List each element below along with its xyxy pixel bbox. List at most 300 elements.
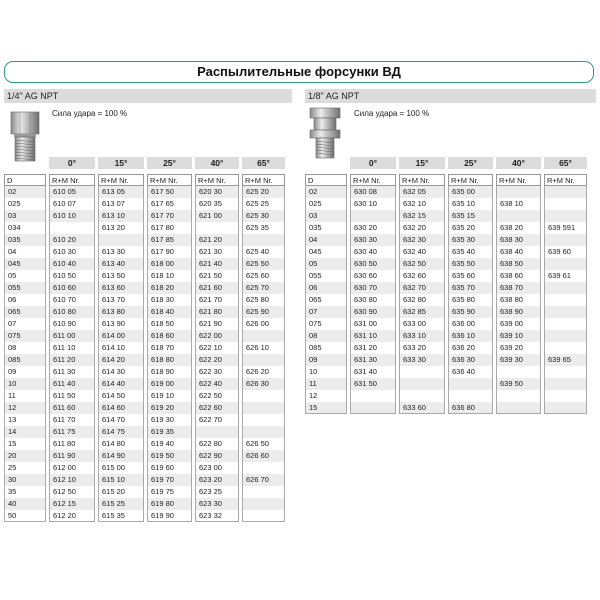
size-cell: 055: [305, 270, 347, 282]
part-number-cell: [195, 222, 239, 234]
part-number-cell: 635 00: [448, 186, 493, 198]
size-cell: 13: [4, 414, 46, 426]
part-number-cell: 610 40: [49, 258, 95, 270]
part-number-cell: 615 10: [98, 474, 144, 486]
part-number-cell: [544, 294, 587, 306]
part-number-cell: 626 30: [242, 378, 285, 390]
part-number-cell: 626 50: [242, 438, 285, 450]
part-number-cell: 631 50: [350, 378, 396, 390]
part-number-cell: [242, 330, 285, 342]
part-number-cell: 631 00: [350, 318, 396, 330]
part-number-cell: 613 07: [98, 198, 144, 210]
angle-column: [147, 157, 192, 522]
part-number-cell: [195, 426, 239, 438]
part-number-cell: 626 00: [242, 318, 285, 330]
size-cell: 055: [4, 282, 46, 294]
angle-column: [448, 157, 493, 414]
part-number-cell: 621 80: [195, 306, 239, 318]
part-number-cell: 611 80: [49, 438, 95, 450]
part-number-cell: 632 80: [399, 294, 445, 306]
part-number-cell: 618 90: [147, 366, 192, 378]
part-number-cell: 633 10: [399, 330, 445, 342]
part-number-cell: 625 80: [242, 294, 285, 306]
part-number-cell: 619 30: [147, 414, 192, 426]
part-number-cell: 613 20: [98, 222, 144, 234]
part-number-cell: 633 30: [399, 354, 445, 366]
size-cell: 05: [305, 258, 347, 270]
part-number-cell: 612 00: [49, 462, 95, 474]
part-number-cell: 626 10: [242, 342, 285, 354]
part-number-cell: 618 30: [147, 294, 192, 306]
angle-header: 15°: [98, 157, 144, 169]
part-number-cell: 630 60: [350, 270, 396, 282]
part-number-label: R+M Nr.: [242, 174, 285, 186]
part-number-cell: 611 10: [49, 342, 95, 354]
part-number-cell: 612 10: [49, 474, 95, 486]
part-number-cell: [49, 222, 95, 234]
part-number-cell: 615 25: [98, 498, 144, 510]
part-number-cell: 614 70: [98, 414, 144, 426]
size-cell: 035: [305, 222, 347, 234]
part-number-cell: 630 40: [350, 246, 396, 258]
part-number-label: R+M Nr.: [195, 174, 239, 186]
size-cell: 03: [305, 210, 347, 222]
part-number-cell: 630 20: [350, 222, 396, 234]
part-number-cell: 619 90: [147, 510, 192, 522]
part-number-cell: 618 80: [147, 354, 192, 366]
size-cell: 15: [4, 438, 46, 450]
part-number-cell: 638 20: [496, 222, 541, 234]
part-number-cell: 632 40: [399, 246, 445, 258]
part-number-cell: 635 20: [448, 222, 493, 234]
size-cell: 15: [305, 402, 347, 414]
part-number-cell: 632 85: [399, 306, 445, 318]
part-number-cell: 636 80: [448, 402, 493, 414]
part-number-cell: 614 75: [98, 426, 144, 438]
angle-header: 15°: [399, 157, 445, 169]
section-header-eighth-inch: 1/8" AG NPT: [305, 89, 596, 103]
part-number-cell: 636 30: [448, 354, 493, 366]
part-number-cell: 623 30: [195, 498, 239, 510]
angle-header: 25°: [147, 157, 192, 169]
part-number-cell: 621 50: [195, 270, 239, 282]
part-number-cell: 621 20: [195, 234, 239, 246]
part-number-cell: 613 80: [98, 306, 144, 318]
part-number-cell: 611 20: [49, 354, 95, 366]
size-cell: 10: [305, 366, 347, 378]
part-number-cell: 610 50: [49, 270, 95, 282]
part-number-cell: [242, 354, 285, 366]
part-number-cell: 625 30: [242, 210, 285, 222]
size-cell: 07: [4, 318, 46, 330]
part-number-cell: 630 90: [350, 306, 396, 318]
size-cell: 35: [4, 486, 46, 498]
size-cell: 06: [305, 282, 347, 294]
part-number-cell: 619 80: [147, 498, 192, 510]
part-number-cell: 636 10: [448, 330, 493, 342]
part-number-cell: 623 32: [195, 510, 239, 522]
page-title: Распылительные форсунки ВД: [4, 61, 594, 83]
part-number-cell: 619 75: [147, 486, 192, 498]
part-number-cell: 638 80: [496, 294, 541, 306]
part-number-cell: 633 20: [399, 342, 445, 354]
part-number-cell: 617 90: [147, 246, 192, 258]
angle-column: [544, 157, 587, 414]
part-number-cell: 636 20: [448, 342, 493, 354]
part-number-cell: 621 00: [195, 210, 239, 222]
part-number-cell: 625 35: [242, 222, 285, 234]
part-number-cell: 617 50: [147, 186, 192, 198]
part-number-cell: 631 30: [350, 354, 396, 366]
part-number-cell: 615 35: [98, 510, 144, 522]
part-number-cell: [242, 486, 285, 498]
angle-header: 40°: [195, 157, 239, 169]
angle-header: 65°: [544, 157, 587, 169]
part-number-cell: 610 90: [49, 318, 95, 330]
size-cell: 02: [4, 186, 46, 198]
part-number-cell: [350, 210, 396, 222]
part-number-cell: 631 20: [350, 342, 396, 354]
part-number-cell: 613 30: [98, 246, 144, 258]
part-number-cell: 630 10: [350, 198, 396, 210]
part-number-cell: 613 40: [98, 258, 144, 270]
part-number-cell: 639 591: [544, 222, 587, 234]
part-number-cell: 638 10: [496, 198, 541, 210]
size-cell: 11: [305, 378, 347, 390]
part-number-cell: [544, 378, 587, 390]
part-number-cell: 635 50: [448, 258, 493, 270]
part-number-cell: 623 20: [195, 474, 239, 486]
size-cell: 12: [4, 402, 46, 414]
part-number-cell: 630 50: [350, 258, 396, 270]
size-cell: 14: [4, 426, 46, 438]
part-number-cell: 621 60: [195, 282, 239, 294]
part-number-cell: 619 50: [147, 450, 192, 462]
size-cell: 07: [305, 306, 347, 318]
part-number-cell: [242, 510, 285, 522]
part-number-cell: 625 25: [242, 198, 285, 210]
part-number-cell: 639 00: [496, 318, 541, 330]
part-number-cell: 632 50: [399, 258, 445, 270]
part-number-cell: [242, 390, 285, 402]
part-number-label: R+M Nr.: [350, 174, 396, 186]
part-number-cell: 621 70: [195, 294, 239, 306]
part-number-cell: [544, 330, 587, 342]
part-number-cell: 614 40: [98, 378, 144, 390]
part-number-cell: 613 50: [98, 270, 144, 282]
part-number-cell: 612 15: [49, 498, 95, 510]
part-number-cell: [544, 390, 587, 402]
size-column: [4, 157, 46, 522]
size-column: [305, 157, 347, 414]
part-number-cell: 626 20: [242, 366, 285, 378]
angle-header: 65°: [242, 157, 285, 169]
part-number-cell: 635 70: [448, 282, 493, 294]
part-number-cell: 618 00: [147, 258, 192, 270]
part-number-cell: [544, 210, 587, 222]
part-number-cell: 613 10: [98, 210, 144, 222]
diameter-label: D: [305, 174, 347, 186]
part-number-cell: 620 35: [195, 198, 239, 210]
part-number-cell: 631 40: [350, 366, 396, 378]
part-number-cell: 611 75: [49, 426, 95, 438]
part-number-cell: 632 30: [399, 234, 445, 246]
part-number-cell: 619 40: [147, 438, 192, 450]
angle-column: [399, 157, 445, 414]
part-number-label: R+M Nr.: [448, 174, 493, 186]
size-cell: 035: [4, 234, 46, 246]
part-number-cell: 635 15: [448, 210, 493, 222]
part-number-cell: 614 90: [98, 450, 144, 462]
part-number-cell: 633 00: [399, 318, 445, 330]
part-number-cell: [544, 198, 587, 210]
diameter-label: D: [4, 174, 46, 186]
part-number-cell: 611 50: [49, 390, 95, 402]
part-number-cell: 632 70: [399, 282, 445, 294]
part-number-cell: 617 85: [147, 234, 192, 246]
part-number-cell: [496, 390, 541, 402]
part-number-label: R+M Nr.: [147, 174, 192, 186]
part-number-cell: 638 90: [496, 306, 541, 318]
angle-column: [496, 157, 541, 414]
part-number-cell: 618 60: [147, 330, 192, 342]
part-number-cell: 625 60: [242, 270, 285, 282]
size-cell: 025: [305, 198, 347, 210]
part-number-cell: [242, 234, 285, 246]
part-number-cell: 630 80: [350, 294, 396, 306]
angle-header: 25°: [448, 157, 493, 169]
part-number-cell: 622 40: [195, 378, 239, 390]
part-number-cell: 617 80: [147, 222, 192, 234]
part-number-cell: 625 50: [242, 258, 285, 270]
impact-force-label-right: Сила удара = 100 %: [354, 109, 430, 118]
part-number-cell: [496, 210, 541, 222]
part-number-cell: [544, 342, 587, 354]
part-number-cell: 639 60: [544, 246, 587, 258]
part-number-cell: 622 50: [195, 390, 239, 402]
part-number-cell: 614 00: [98, 330, 144, 342]
part-number-cell: 611 00: [49, 330, 95, 342]
angle-header: 40°: [496, 157, 541, 169]
size-cell: 20: [4, 450, 46, 462]
part-number-cell: 635 40: [448, 246, 493, 258]
part-number-cell: 611 70: [49, 414, 95, 426]
part-number-cell: 610 30: [49, 246, 95, 258]
size-cell: 30: [4, 474, 46, 486]
part-number-cell: [350, 402, 396, 414]
part-number-cell: 625 70: [242, 282, 285, 294]
part-number-cell: 638 30: [496, 234, 541, 246]
part-number-cell: 621 90: [195, 318, 239, 330]
part-number-cell: 623 25: [195, 486, 239, 498]
part-number-cell: [242, 414, 285, 426]
part-number-cell: [544, 366, 587, 378]
part-number-cell: 639 10: [496, 330, 541, 342]
part-number-cell: 638 60: [496, 270, 541, 282]
part-number-cell: 630 70: [350, 282, 396, 294]
size-cell: 045: [4, 258, 46, 270]
part-number-cell: 632 05: [399, 186, 445, 198]
part-number-cell: 639 20: [496, 342, 541, 354]
impact-force-label-left: Сила удара = 100 %: [52, 109, 128, 118]
part-number-cell: 621 30: [195, 246, 239, 258]
part-number-cell: 611 60: [49, 402, 95, 414]
part-number-cell: [544, 318, 587, 330]
part-number-label: R+M Nr.: [496, 174, 541, 186]
part-number-cell: 614 30: [98, 366, 144, 378]
part-number-cell: 636 00: [448, 318, 493, 330]
part-number-cell: 613 90: [98, 318, 144, 330]
part-number-cell: [544, 402, 587, 414]
part-number-cell: 615 00: [98, 462, 144, 474]
part-number-cell: [544, 282, 587, 294]
size-cell: 04: [4, 246, 46, 258]
part-number-cell: 618 50: [147, 318, 192, 330]
part-number-cell: [399, 390, 445, 402]
part-number-cell: 617 65: [147, 198, 192, 210]
size-cell: 11: [4, 390, 46, 402]
angle-header: 0°: [350, 157, 396, 169]
part-number-cell: 635 90: [448, 306, 493, 318]
size-cell: 09: [305, 354, 347, 366]
part-number-cell: 639 61: [544, 270, 587, 282]
size-cell: 06: [4, 294, 46, 306]
part-number-cell: 622 10: [195, 342, 239, 354]
part-number-cell: 633 60: [399, 402, 445, 414]
part-number-cell: [544, 234, 587, 246]
part-number-cell: 632 10: [399, 198, 445, 210]
part-number-cell: 625 20: [242, 186, 285, 198]
part-number-cell: 617 70: [147, 210, 192, 222]
part-number-cell: 620 30: [195, 186, 239, 198]
part-number-cell: 619 00: [147, 378, 192, 390]
size-cell: 50: [4, 510, 46, 522]
size-cell: 045: [305, 246, 347, 258]
part-number-cell: 618 20: [147, 282, 192, 294]
angle-column: [195, 157, 239, 522]
size-cell: 25: [4, 462, 46, 474]
part-number-cell: 623 00: [195, 462, 239, 474]
part-number-cell: [544, 186, 587, 198]
part-number-cell: [98, 234, 144, 246]
size-cell: 085: [305, 342, 347, 354]
nozzle-image-left: [6, 106, 44, 164]
part-number-cell: 615 20: [98, 486, 144, 498]
part-number-cell: 611 40: [49, 378, 95, 390]
part-number-cell: 622 00: [195, 330, 239, 342]
part-number-cell: 614 60: [98, 402, 144, 414]
size-cell: 065: [305, 294, 347, 306]
part-number-cell: 610 05: [49, 186, 95, 198]
part-number-cell: [242, 402, 285, 414]
part-number-cell: 619 70: [147, 474, 192, 486]
part-number-cell: [399, 378, 445, 390]
angle-column: [49, 157, 95, 522]
part-number-cell: [448, 378, 493, 390]
part-number-cell: 639 65: [544, 354, 587, 366]
part-number-cell: 610 20: [49, 234, 95, 246]
size-cell: 075: [305, 318, 347, 330]
angle-column: [98, 157, 144, 522]
part-number-cell: 619 20: [147, 402, 192, 414]
part-number-cell: 639 50: [496, 378, 541, 390]
part-number-cell: 613 05: [98, 186, 144, 198]
part-number-cell: 630 30: [350, 234, 396, 246]
size-cell: 034: [4, 222, 46, 234]
part-number-cell: [448, 390, 493, 402]
part-number-cell: 619 35: [147, 426, 192, 438]
size-cell: 08: [4, 342, 46, 354]
part-number-cell: 618 70: [147, 342, 192, 354]
part-number-cell: 625 40: [242, 246, 285, 258]
size-cell: 04: [305, 234, 347, 246]
part-number-cell: 625 90: [242, 306, 285, 318]
part-number-cell: [544, 258, 587, 270]
part-number-cell: 632 15: [399, 210, 445, 222]
part-number-cell: 639 30: [496, 354, 541, 366]
angle-column: [242, 157, 285, 522]
angle-column: [350, 157, 396, 414]
part-number-cell: 610 60: [49, 282, 95, 294]
part-number-cell: 612 20: [49, 510, 95, 522]
part-number-cell: 619 60: [147, 462, 192, 474]
nozzle-image-right: [304, 104, 346, 160]
part-number-cell: 638 50: [496, 258, 541, 270]
part-number-label: R+M Nr.: [49, 174, 95, 186]
part-number-cell: 635 10: [448, 198, 493, 210]
size-cell: 075: [4, 330, 46, 342]
part-number-cell: 614 10: [98, 342, 144, 354]
part-number-cell: 626 60: [242, 450, 285, 462]
part-number-cell: 632 60: [399, 270, 445, 282]
part-number-cell: 621 40: [195, 258, 239, 270]
nozzle-table-eighth-inch: [305, 157, 587, 414]
size-column-header: [305, 157, 347, 169]
part-number-cell: 618 40: [147, 306, 192, 318]
size-column-header: [4, 157, 46, 169]
size-cell: 40: [4, 498, 46, 510]
part-number-cell: 610 07: [49, 198, 95, 210]
part-number-cell: [242, 498, 285, 510]
part-number-cell: 622 30: [195, 366, 239, 378]
part-number-cell: [242, 462, 285, 474]
part-number-cell: 622 90: [195, 450, 239, 462]
size-cell: 085: [4, 354, 46, 366]
part-number-cell: 611 90: [49, 450, 95, 462]
part-number-cell: 614 20: [98, 354, 144, 366]
size-cell: 065: [4, 306, 46, 318]
part-number-cell: 636 40: [448, 366, 493, 378]
angle-header: 0°: [49, 157, 95, 169]
part-number-cell: 612 50: [49, 486, 95, 498]
part-number-cell: 610 10: [49, 210, 95, 222]
part-number-cell: 610 70: [49, 294, 95, 306]
part-number-cell: 635 30: [448, 234, 493, 246]
size-cell: 02: [305, 186, 347, 198]
part-number-cell: 635 80: [448, 294, 493, 306]
part-number-cell: 619 10: [147, 390, 192, 402]
size-cell: 05: [4, 270, 46, 282]
part-number-cell: 614 50: [98, 390, 144, 402]
part-number-cell: 635 60: [448, 270, 493, 282]
part-number-cell: 613 70: [98, 294, 144, 306]
part-number-cell: 622 80: [195, 438, 239, 450]
part-number-cell: [350, 390, 396, 402]
part-number-cell: 618 10: [147, 270, 192, 282]
part-number-cell: [242, 426, 285, 438]
part-number-cell: 626 70: [242, 474, 285, 486]
part-number-cell: [399, 366, 445, 378]
